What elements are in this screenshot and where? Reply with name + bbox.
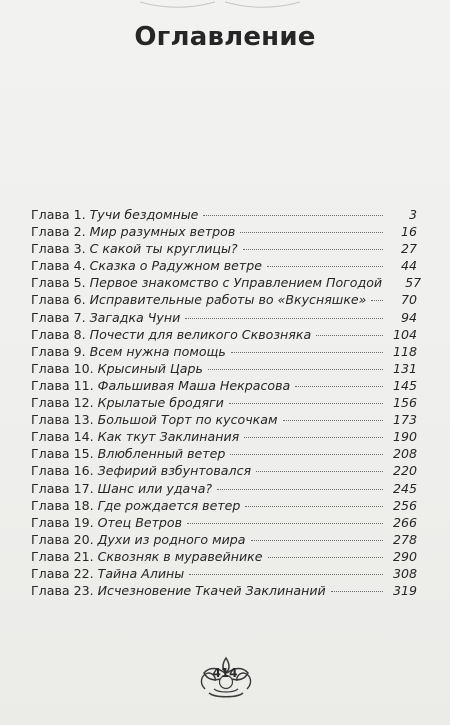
toc-chapter: Глава 11. [31,377,94,393]
toc-page: 94 [400,309,417,325]
toc-chapter: Глава 16. [31,463,94,479]
dot-leader [230,452,383,455]
toc-page: 131 [392,360,417,376]
toc-page: 156 [392,395,417,411]
toc-title: Исчезновение Ткачей Заклинаний [97,583,326,599]
toc-row [31,514,417,531]
dot-leader [267,264,383,267]
toc-row [31,565,417,582]
toc-row [31,274,422,291]
toc-title: Шанс или удача? [97,480,213,496]
toc-title: Всем нужна помощь [89,343,226,359]
toc-row [31,291,417,308]
toc-row [31,582,417,599]
toc-row [31,326,417,343]
toc-row [31,360,417,377]
toc-page: 173 [392,412,417,428]
dot-leader [283,418,384,421]
dot-leader [243,247,383,250]
toc-chapter: Глава 2. [31,224,86,240]
toc-chapter: Глава 17. [31,480,94,496]
toc-page: 256 [392,497,417,513]
toc-page: 27 [400,241,417,257]
dot-leader [268,555,384,558]
top-ornament-icon [135,0,305,10]
page-title: Оглавление [134,22,316,52]
toc-page: 208 [392,446,417,462]
toc-title: Крысиный Царь [97,360,203,376]
toc-title: Тайна Алины [97,565,185,581]
toc-page: 44 [400,258,417,274]
dot-leader [240,230,383,233]
toc-title: Отец Ветров [97,514,183,530]
dot-leader [251,538,383,541]
toc-page: 290 [392,548,417,564]
toc-page: 57 [405,275,422,291]
toc-page: 3 [408,207,417,222]
toc-title: Влюбленный ветер [97,446,226,462]
dot-leader [185,316,383,319]
toc-title: Мир разумных ветров [89,224,236,240]
toc-page: 104 [392,326,417,342]
toc-page: 145 [392,377,417,393]
toc-page: 16 [400,224,417,240]
dot-leader [208,367,383,370]
dot-leader [256,469,383,472]
toc-chapter: Глава 3. [31,241,86,257]
toc-chapter: Глава 1. [31,207,86,222]
toc-title: Духи из родного мира [97,531,246,547]
toc-row [31,240,417,257]
dot-leader [187,521,383,524]
toc-chapter: Глава 8. [31,326,86,342]
toc-title: Исправительные работы во «Вкусняшке» [89,292,367,308]
toc-chapter: Глава 13. [31,412,94,428]
toc-chapter: Глава 5. [31,275,86,291]
toc-chapter: Глава 4. [31,258,86,274]
toc-chapter: Глава 21. [31,548,94,564]
toc-row [31,497,417,514]
toc-row [31,411,417,428]
dot-leader [217,487,383,490]
toc-chapter: Глава 10. [31,360,94,376]
toc-chapter: Глава 15. [31,446,94,462]
toc-page: 278 [392,531,417,547]
dot-leader [244,435,383,438]
toc-title: Как ткут Заклинания [97,429,240,445]
toc-title: Тучи бездомные [89,207,199,222]
toc-chapter: Глава 9. [31,343,86,359]
dot-leader [295,384,383,387]
toc-row [31,531,417,548]
toc-row [31,377,417,394]
dot-leader [316,333,383,336]
toc-row [31,343,417,360]
toc-page: 190 [392,429,417,445]
toc-chapter: Глава 6. [31,292,86,308]
page-number: 414 [212,666,238,680]
toc-row [31,445,417,462]
toc-row [31,394,417,411]
toc-chapter: Глава 7. [31,309,86,325]
toc-chapter: Глава 20. [31,531,94,547]
dot-leader [203,213,383,216]
toc-row [31,223,417,240]
toc-chapter: Глава 22. [31,565,94,581]
dot-leader [371,298,383,301]
dot-leader [229,401,383,404]
toc-title: Почести для великого Сквозняка [89,326,312,342]
toc-title: Загадка Чуни [89,309,181,325]
toc-chapter: Глава 18. [31,497,94,513]
dot-leader [189,572,383,575]
toc-title: Большой Торт по кусочкам [97,412,278,428]
toc-page: 266 [392,514,417,530]
toc-title: Первое знакомство с Управлением Погодой [89,275,383,291]
toc-row [31,428,417,445]
toc-page: 70 [400,292,417,308]
table-of-contents [31,206,422,599]
toc-title: Сквозняк в муравейнике [97,548,263,564]
toc-page: 308 [392,565,417,581]
toc-page: 118 [392,343,417,359]
toc-title: С какой ты круглицы? [89,241,238,257]
toc-title: Сказка о Радужном ветре [89,258,262,274]
toc-chapter: Глава 14. [31,429,94,445]
dot-leader [331,589,383,592]
toc-row [31,548,417,565]
dot-leader [245,504,383,507]
toc-row [31,480,417,497]
toc-title: Крылатые бродяги [97,395,224,411]
toc-row [31,257,417,274]
toc-chapter: Глава 23. [31,583,94,599]
toc-page: 245 [392,480,417,496]
toc-title: Зефирий взбунтовался [97,463,252,479]
toc-page: 319 [392,583,417,599]
toc-row [31,462,417,479]
toc-chapter: Глава 19. [31,514,94,530]
toc-row [31,309,417,326]
dot-leader [231,350,383,353]
toc-title: Фальшивая Маша Некрасова [97,377,291,393]
toc-chapter: Глава 12. [31,395,94,411]
toc-row [31,206,417,223]
toc-page: 220 [392,463,417,479]
toc-title: Где рождается ветер [97,497,241,513]
